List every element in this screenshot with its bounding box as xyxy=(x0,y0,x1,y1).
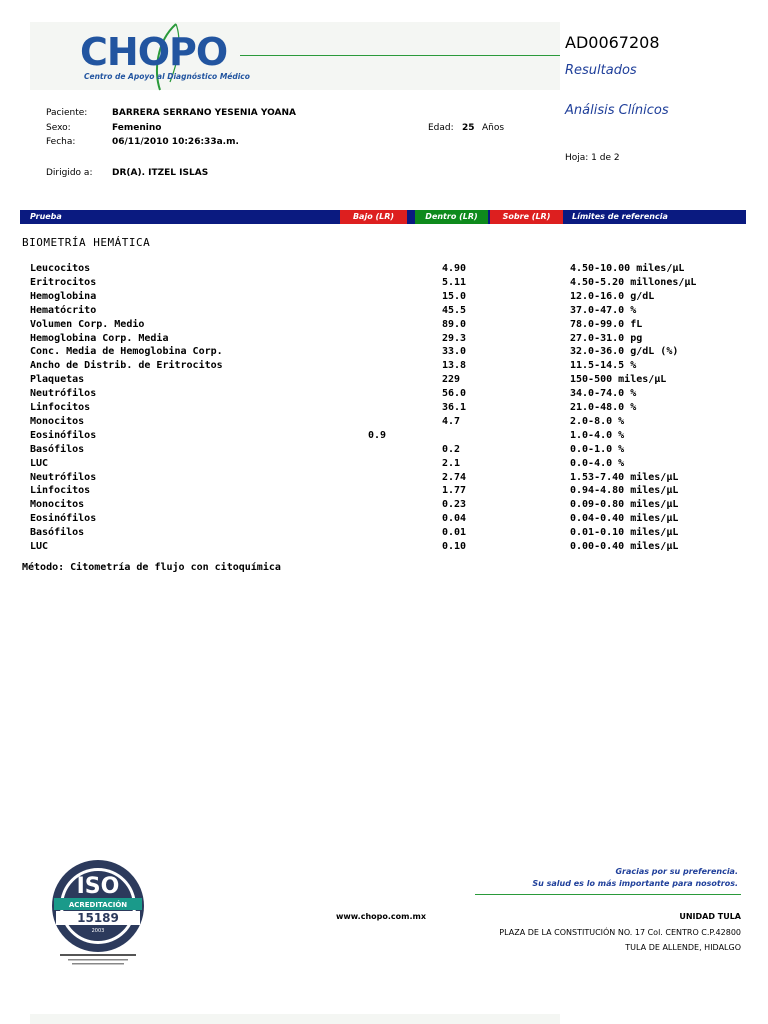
table-row xyxy=(0,332,768,346)
fecha-label: Fecha: xyxy=(46,137,76,147)
row-limits: 2.0-8.0 % xyxy=(570,415,625,427)
gracias-line1: Gracias por su preferencia. xyxy=(615,867,738,876)
row-dentro: 229 xyxy=(442,374,461,386)
seal-iso: ISO xyxy=(76,874,120,899)
row-limits: 0.04-0.40 miles/µL xyxy=(570,513,679,525)
row-limits: 34.0-74.0 % xyxy=(570,388,637,400)
table-row xyxy=(0,457,768,471)
table-row xyxy=(0,359,768,373)
row-limits: 150-500 miles/µL xyxy=(570,374,667,386)
row-limits: 0.01-0.10 miles/µL xyxy=(570,527,679,539)
row-dentro: 0.01 xyxy=(442,527,467,539)
row-name: Basófilos xyxy=(30,443,85,455)
row-limits: 0.94-4.80 miles/µL xyxy=(570,485,679,497)
metodo-note: Método: Citometría de flujo con citoquímica xyxy=(22,562,281,573)
row-dentro: 89.0 xyxy=(442,318,467,330)
row-dentro: 0.2 xyxy=(442,443,461,455)
row-name: Hemoglobina xyxy=(30,290,97,302)
row-dentro: 0.10 xyxy=(442,541,467,552)
resultados-title: Resultados xyxy=(565,63,637,78)
analisis-title: Análisis Clínicos xyxy=(565,103,669,118)
website-link[interactable]: www.chopo.com.mx xyxy=(336,912,427,921)
row-name: Leucocitos xyxy=(30,263,91,274)
row-name: Basófilos xyxy=(30,527,85,539)
row-limits: 78.0-99.0 fL xyxy=(570,318,643,330)
dirigido-value: DR(A). ITZEL ISLAS xyxy=(112,168,209,178)
table-row xyxy=(0,276,768,290)
document-number: AD0067208 xyxy=(565,33,660,52)
logo-wordmark: CHOPO xyxy=(80,30,228,74)
row-dentro: 4.90 xyxy=(442,263,467,274)
table-row xyxy=(0,262,768,276)
row-dentro: 1.77 xyxy=(442,485,467,497)
row-name: Eosinófilos xyxy=(30,513,97,525)
row-name: Monocitos xyxy=(30,499,85,511)
row-name: LUC xyxy=(30,541,49,552)
table-row xyxy=(0,387,768,401)
row-name: Eritrocitos xyxy=(30,276,97,288)
row-name: Monocitos xyxy=(30,415,85,427)
iso-seal-icon xyxy=(50,858,146,968)
unidad-name: UNIDAD TULA xyxy=(679,912,741,921)
row-limits: 1.0-4.0 % xyxy=(570,429,625,441)
col-prueba: Prueba xyxy=(30,212,62,221)
row-name: Plaquetas xyxy=(30,374,85,386)
row-name: Linfocitos xyxy=(30,402,91,413)
row-name: Conc. Media de Hemoglobina Corp. xyxy=(30,346,223,358)
fecha-value: 06/11/2010 10:26:33a.m. xyxy=(112,137,239,147)
row-name: Volumen Corp. Medio xyxy=(30,318,145,330)
row-dentro: 36.1 xyxy=(442,402,467,413)
next-page-band xyxy=(30,1014,560,1024)
paciente-value: BARRERA SERRANO YESENIA YOANA xyxy=(112,108,296,118)
row-limits: 4.50-5.20 millones/µL xyxy=(570,276,697,288)
table-row xyxy=(0,429,768,443)
table-row xyxy=(0,401,768,415)
row-limits: 0.00-0.40 miles/µL xyxy=(570,541,679,552)
row-name: Hemoglobina Corp. Media xyxy=(30,332,169,344)
footer-divider xyxy=(475,894,741,895)
row-dentro: 0.04 xyxy=(442,513,467,525)
table-row xyxy=(0,512,768,526)
edad-label: Edad: xyxy=(428,123,454,133)
table-row xyxy=(0,540,768,554)
row-dentro: 56.0 xyxy=(442,388,467,400)
table-row xyxy=(0,498,768,512)
row-limits: 27.0-31.0 pg xyxy=(570,332,643,344)
col-sobre: Sobre (LR) xyxy=(490,210,563,224)
row-dentro: 4.7 xyxy=(442,415,461,427)
row-limits: 12.0-16.0 g/dL xyxy=(570,290,655,302)
row-dentro: 15.0 xyxy=(442,290,467,302)
row-limits: 4.50-10.00 miles/µL xyxy=(570,263,685,274)
table-row xyxy=(0,373,768,387)
paciente-label: Paciente: xyxy=(46,108,88,118)
row-limits: 0.09-0.80 miles/µL xyxy=(570,499,679,511)
dirigido-label: Dirigido a: xyxy=(46,168,93,178)
table-row xyxy=(0,345,768,359)
row-name: Neutrófilos xyxy=(30,471,97,483)
table-row xyxy=(0,471,768,485)
page-indicator: Hoja: 1 de 2 xyxy=(565,153,620,163)
row-limits: 32.0-36.0 g/dL (%) xyxy=(570,346,679,358)
row-dentro: 29.3 xyxy=(442,332,467,344)
logo-subtitle: Centro de Apoyo al Diagnóstico Médico xyxy=(84,72,250,81)
seal-number: 15189 xyxy=(77,911,119,925)
row-dentro: 33.0 xyxy=(442,346,467,358)
row-name: Linfocitos xyxy=(30,485,91,497)
table-row xyxy=(0,443,768,457)
row-limits: 37.0-47.0 % xyxy=(570,304,637,316)
section-title: BIOMETRÍA HEMÁTICA xyxy=(22,236,151,249)
table-row xyxy=(0,304,768,318)
row-name: Neutrófilos xyxy=(30,388,97,400)
col-bajo: Bajo (LR) xyxy=(340,210,407,224)
gracias-line2: Su salud es lo más importante para nosotros. xyxy=(532,879,738,888)
row-name: Eosinófilos xyxy=(30,429,97,441)
row-dentro: 0.23 xyxy=(442,499,467,511)
col-limites: Límites de referencia xyxy=(572,212,668,221)
address-line1: PLAZA DE LA CONSTITUCIÓN NO. 17 Col. CENTRO C.P.42800 xyxy=(499,928,741,937)
table-row xyxy=(0,484,768,498)
table-row xyxy=(0,318,768,332)
sexo-value: Femenino xyxy=(112,123,162,133)
row-limits: 1.53-7.40 miles/µL xyxy=(570,471,679,483)
seal-year: 2003 xyxy=(91,928,105,934)
sexo-label: Sexo: xyxy=(46,123,71,133)
table-row xyxy=(0,290,768,304)
row-dentro: 13.8 xyxy=(442,360,467,372)
col-dentro: Dentro (LR) xyxy=(415,210,488,224)
row-name: LUC xyxy=(30,457,49,469)
edad-value: 25 xyxy=(462,123,475,133)
row-limits: 11.5-14.5 % xyxy=(570,360,637,372)
row-name: Hematócrito xyxy=(30,304,97,316)
row-bajo: 0.9 xyxy=(368,429,387,441)
row-limits: 0.0-4.0 % xyxy=(570,457,625,469)
logo-divider xyxy=(240,55,560,56)
table-row xyxy=(0,526,768,540)
row-dentro: 2.1 xyxy=(442,457,461,469)
row-limits: 21.0-48.0 % xyxy=(570,402,637,413)
row-dentro: 5.11 xyxy=(442,276,467,288)
row-limits: 0.0-1.0 % xyxy=(570,443,625,455)
seal-acreditacion: ACREDITACIÓN xyxy=(68,901,128,909)
results-table-header xyxy=(20,210,746,224)
address-line2: TULA DE ALLENDE, HIDALGO xyxy=(625,943,741,952)
table-row xyxy=(0,415,768,429)
edad-unit: Años xyxy=(482,123,505,133)
row-dentro: 2.74 xyxy=(442,471,467,483)
row-name: Ancho de Distrib. de Eritrocitos xyxy=(30,360,223,372)
row-dentro: 45.5 xyxy=(442,304,467,316)
